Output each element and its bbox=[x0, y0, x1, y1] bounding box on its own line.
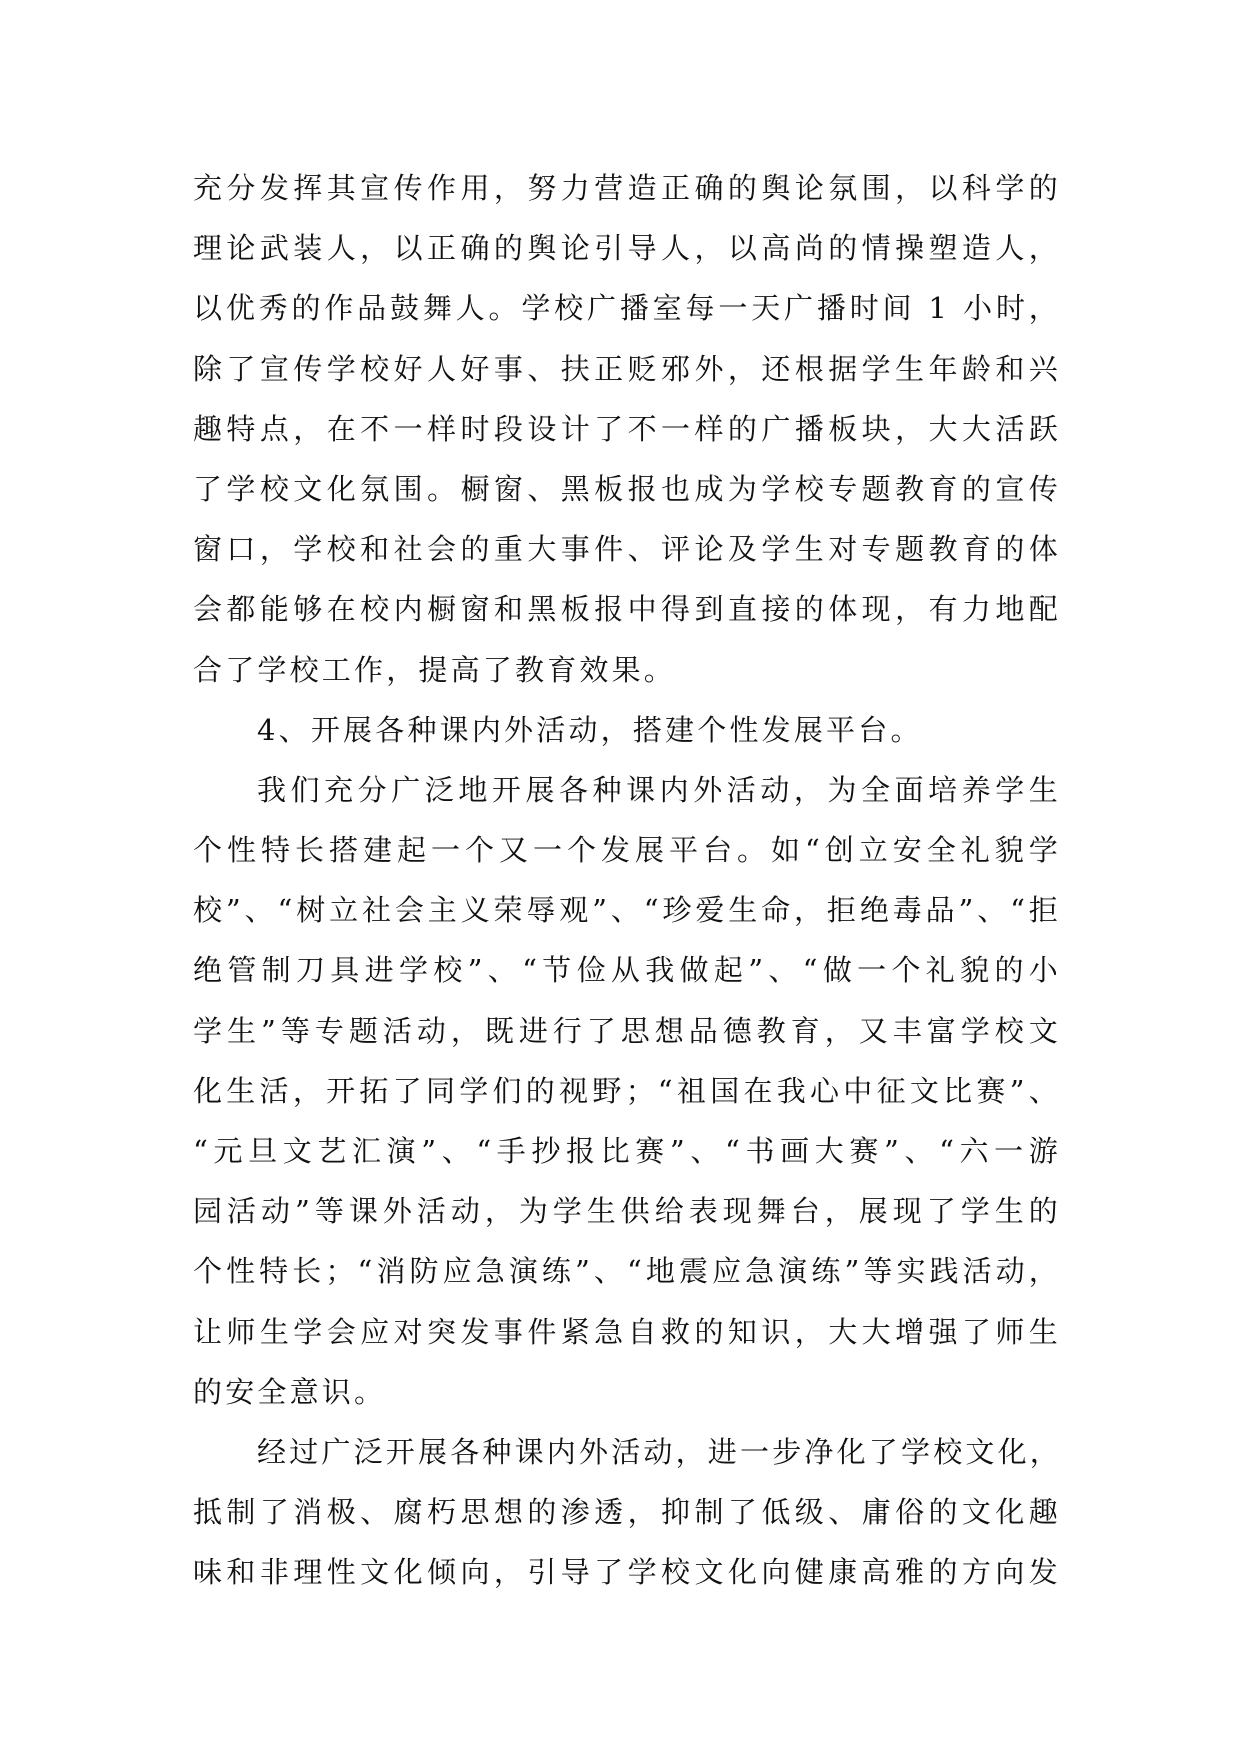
text-line: 理论武装人，以正确的舆论引导人，以高尚的情操塑造人， bbox=[193, 231, 1061, 266]
text-line: 抵制了消极、腐朽思想的渗透，抑制了低级、庸俗的文化趣 bbox=[193, 1495, 1061, 1530]
section-heading: 4、开展各种课内外活动，搭建个性发展平台。 bbox=[257, 712, 923, 747]
text-line: 会都能够在校内橱窗和黑板报中得到直接的体现，有力地配 bbox=[193, 592, 1061, 627]
text-line: 除了宣传学校好人好事、扶正贬邪外，还根据学生年龄和兴 bbox=[193, 351, 1061, 386]
text-line: 个性特长搭建起一个又一个发展平台。如“创立安全礼貌学 bbox=[193, 833, 1061, 868]
text-line: 园活动”等课外活动，为学生供给表现舞台，展现了学生的 bbox=[193, 1194, 1061, 1229]
text-line: 学生”等专题活动，既进行了思想品德教育，又丰富学校文 bbox=[193, 1013, 1061, 1048]
text-line: 的安全意识。 bbox=[193, 1374, 387, 1409]
body-text bbox=[193, 158, 1061, 1603]
text-line: 合了学校工作，提高了教育效果。 bbox=[193, 652, 677, 687]
text-line: 校”、“树立社会主义荣辱观”、“珍爱生命，拒绝毒品”、“拒 bbox=[193, 893, 1061, 928]
text-line: 味和非理性文化倾向，引导了学校文化向健康高雅的方向发 bbox=[193, 1555, 1061, 1590]
text-line: 让师生学会应对突发事件紧急自救的知识，大大增强了师生 bbox=[193, 1314, 1061, 1349]
text-line: 窗口，学校和社会的重大事件、评论及学生对专题教育的体 bbox=[193, 532, 1061, 567]
text-line: 我们充分广泛地开展各种课内外活动，为全面培养学生 bbox=[257, 772, 1061, 807]
text-line: “元旦文艺汇演”、“手抄报比赛”、“书画大赛”、“六一游 bbox=[193, 1134, 1061, 1168]
text-line: 绝管制刀具进学校”、“节俭从我做起”、“做一个礼貌的小 bbox=[193, 953, 1061, 988]
text-line: 经过广泛开展各种课内外活动，进一步净化了学校文化， bbox=[257, 1434, 1063, 1469]
text-line: 个性特长；“消防应急演练”、“地震应急演练”等实践活动， bbox=[193, 1254, 1061, 1289]
text-line: 化生活，开拓了同学们的视野；“祖国在我心中征文比赛”、 bbox=[193, 1073, 1061, 1108]
text-line: 了学校文化氛围。橱窗、黑板报也成为学校专题教育的宣传 bbox=[193, 471, 1061, 506]
text-line: 趣特点，在不一样时段设计了不一样的广播板块，大大活跃 bbox=[193, 411, 1061, 446]
text-line: 以优秀的作品鼓舞人。学校广播室每一天广播时间 1 小时， bbox=[193, 291, 1061, 326]
text-line: 充分发挥其宣传作用，努力营造正确的舆论氛围，以科学的 bbox=[193, 171, 1061, 205]
